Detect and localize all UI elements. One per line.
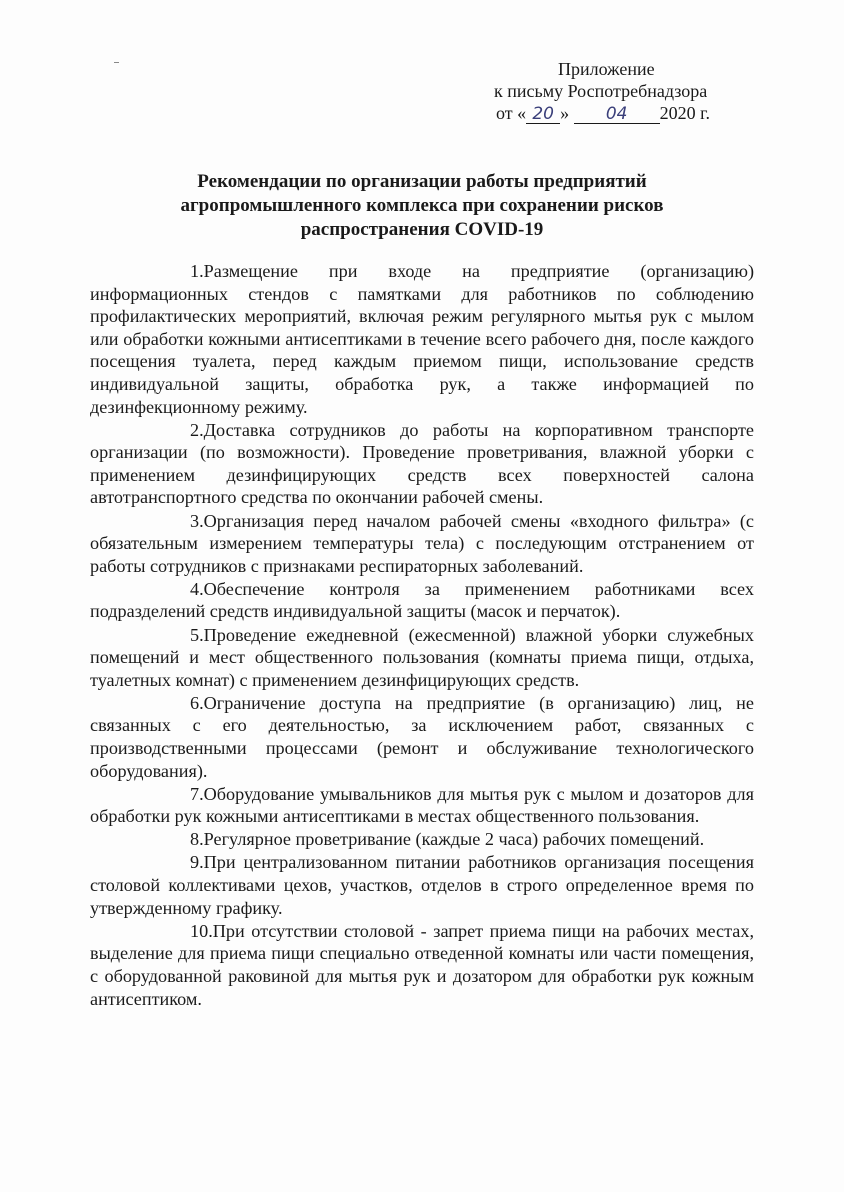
appendix-date xyxy=(470,102,750,124)
item-text: Ограничение доступа на предприятие (в организацию) лиц, не связанных с его деятельностью, за исключением работ, связанных с производственными процессами (ремонт и обслуживание технологического оборудования). xyxy=(90,692,754,781)
date-month-handwritten: 04 xyxy=(574,105,660,124)
item-number: 4. xyxy=(190,578,204,599)
list-item xyxy=(90,828,754,851)
list-item xyxy=(90,920,754,1010)
item-number: 2. xyxy=(190,419,204,440)
list-item xyxy=(90,851,754,919)
item-text: Размещение при входе на предприятие (организацию) информационных стендов с памятками для работников по соблюдению профилактических мероприятий, включая режим регулярного мытья рук с мылом или обработки кожными антисептиками в течение всего рабочего дня, после каждого посещения туалета, перед каждым приемом пищи, использование средств индивидуальной защиты, обработка рук, а также информацией по дезинфекционному режиму. xyxy=(90,261,754,417)
list-item xyxy=(90,783,754,828)
item-number: 1. xyxy=(190,261,204,281)
item-text: Доставка сотрудников до работы на корпоративном транспорте организации (по возможности). Проведение проветривания, влажной уборки с применением дезинфицирующих средств всех поверхностей салона автотранспортного средства по окончании рабочей смены. xyxy=(90,419,754,508)
title-line-3: распространения COVID-19 xyxy=(300,219,544,240)
item-text: Обеспечение контроля за применением работниками всех подразделений средств индивидуальной защиты (масок и перчаток). xyxy=(90,578,754,622)
recommendations-list xyxy=(90,260,754,1011)
item-text: При централизованном питании работников организация посещения столовой коллективами цехов, участков, отделов в строго определенное время по утвержденному графику. xyxy=(90,852,754,918)
appendix-label: Приложение xyxy=(558,59,655,79)
document-title xyxy=(90,170,754,242)
item-number: 7. xyxy=(190,783,204,804)
item-text: Регулярное проветривание (каждые 2 часа) рабочих помещений. xyxy=(203,829,705,850)
appendix-letter-ref: к письму Роспотребнадзора xyxy=(494,81,708,101)
item-text: Оборудование умывальников для мытья рук с мылом и дозаторов для обработки рук кожными антисептиками в местах общественного пользования. xyxy=(90,783,754,827)
item-text: Организация перед началом рабочей смены «входного фильтра» (с обязательным измерением температуры тела) с последующим отстранением от работы сотрудников с признаками респираторных заболеваний. xyxy=(90,510,754,576)
title-line-2: агропромышленного комплекса при сохранении рисков xyxy=(180,195,664,216)
item-number: 6. xyxy=(190,692,204,713)
list-item xyxy=(90,624,754,692)
appendix-header xyxy=(470,58,750,124)
item-number: 3. xyxy=(190,510,204,531)
date-separator: » xyxy=(560,103,570,123)
list-item xyxy=(90,578,754,623)
date-suffix: 2020 г. xyxy=(659,103,710,123)
item-number: 5. xyxy=(190,624,204,645)
date-prefix: от « xyxy=(496,103,527,123)
list-item xyxy=(90,260,754,418)
list-item xyxy=(90,510,754,578)
title-line-1: Рекомендации по организации работы предприятий xyxy=(197,171,647,192)
item-number: 10. xyxy=(190,920,213,941)
item-number: 8. xyxy=(190,829,204,850)
list-item xyxy=(90,692,754,782)
item-text: Проведение ежедневной (ежесменной) влажной уборки служебных помещений и мест общественного пользования (комнаты приема пищи, отдыха, туалетных комнат) с применением дезинфицирующих средств. xyxy=(90,624,754,690)
item-text: При отсутствии столовой - запрет приема пищи на рабочих местах, выделение для приема пищи специально отведенной комнаты или части помещения, с оборудованной раковиной для мытья рук и дозатором для обработки рук кожным антисептиком. xyxy=(90,920,754,1009)
date-day-handwritten: 20 xyxy=(526,105,560,124)
scan-mark xyxy=(114,62,119,63)
list-item xyxy=(90,419,754,509)
item-number: 9. xyxy=(190,852,204,873)
